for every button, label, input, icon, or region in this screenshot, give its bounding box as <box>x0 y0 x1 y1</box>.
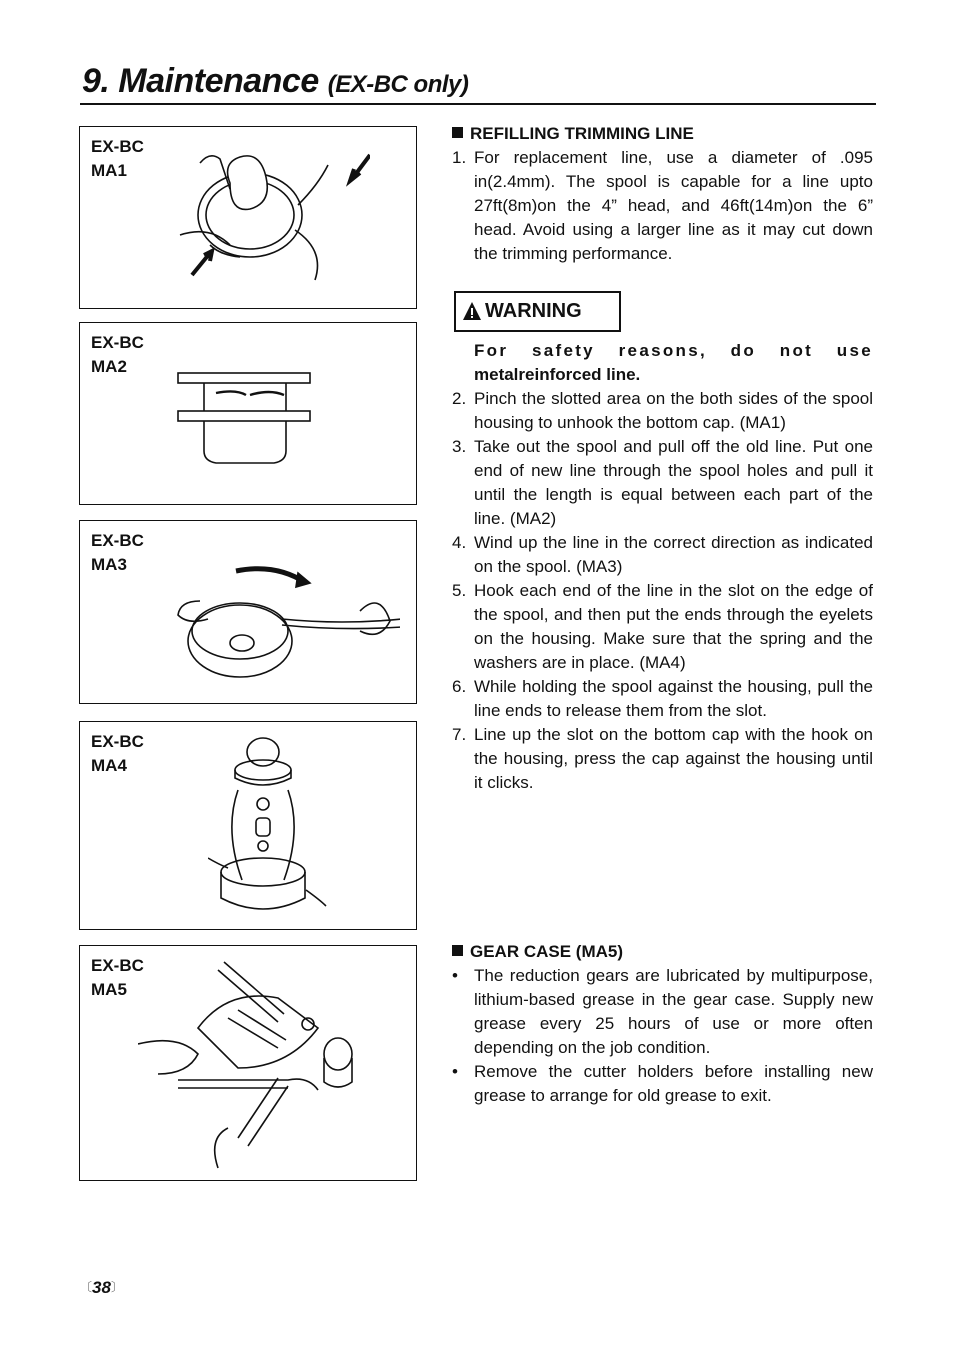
list-item: • Remove the cutter holders before installing new grease to arrange for old grease to exit. <box>452 1062 873 1105</box>
figure-ma5 <box>79 945 417 1181</box>
warning-triangle-icon <box>462 301 482 321</box>
list-item: 4. Wind up the line in the correct direction as indicated on the spool. (MA3) <box>452 533 873 576</box>
figure-label: EX-BC MA4 <box>91 732 144 775</box>
square-bullet-icon <box>452 945 463 956</box>
spool-line-illustration <box>176 367 326 477</box>
figure-ma1 <box>79 126 417 309</box>
warning-text: For safety reasons, do not use metalreinforced line. <box>474 341 873 384</box>
figure-ma2 <box>79 322 417 505</box>
figure-label: EX-BC MA2 <box>91 333 144 376</box>
list-item: 3. Take out the spool and pull off the old line. Put one end of new line through the spool holes and pull it until the length is equal between each part of the line. (MA2) <box>452 437 873 528</box>
square-bullet-icon <box>452 127 463 138</box>
refill-section <box>452 122 873 266</box>
list-item: • The reduction gears are lubricated by multipurpose, lithium-based grease in the gear case. Supply new grease every 25 hours of use or more often depending on the job condition. <box>452 966 873 1057</box>
gear-case-illustration <box>138 958 368 1173</box>
warning-box: WARNING <box>454 291 621 332</box>
gear-section <box>452 940 873 1108</box>
figure-label: EX-BC MA5 <box>91 956 144 999</box>
winding-line-illustration <box>170 551 400 701</box>
refill-steps <box>452 387 873 795</box>
figure-label: EX-BC MA1 <box>91 137 144 180</box>
list-item: 1. For replacement line, use a diameter of .095 in(2.4mm). The spool is capable for a line upto 27ft(8m)on the 4” head, and 46ft(14m)on the 6” head. Avoid using a larger line as it may cut down the trimming performance. <box>452 148 873 263</box>
list-item: 2. Pinch the slotted area on the both sides of the spool housing to unhook the bottom cap. (MA1) <box>452 389 873 432</box>
refill-heading: REFILLING TRIMMING LINE <box>452 122 873 146</box>
spool-assembly-illustration <box>208 730 328 925</box>
list-item: 7. Line up the slot on the bottom cap with the hook on the housing, press the cap against the housing until it clicks. <box>452 725 873 792</box>
title-rule <box>80 103 876 105</box>
list-item: 6. While holding the spool against the housing, pull the line ends to release them from the slot. <box>452 677 873 720</box>
page-subtitle: (EX-BC only) <box>327 71 469 98</box>
figure-ma3 <box>79 520 417 704</box>
page-number: 〔38〕 <box>80 1278 123 1297</box>
figure-label: EX-BC MA3 <box>91 531 144 574</box>
page-title: 9. Maintenance (EX-BC only) <box>82 62 469 100</box>
gear-heading: GEAR CASE (MA5) <box>452 940 873 964</box>
figure-ma4 <box>79 721 417 930</box>
spool-pinch-illustration <box>170 135 370 305</box>
list-item: 5. Hook each end of the line in the slot on the edge of the spool, and then put the ends through the eyelets on the housing. Make sure that the spring and the washers are in place. (MA4) <box>452 581 873 672</box>
